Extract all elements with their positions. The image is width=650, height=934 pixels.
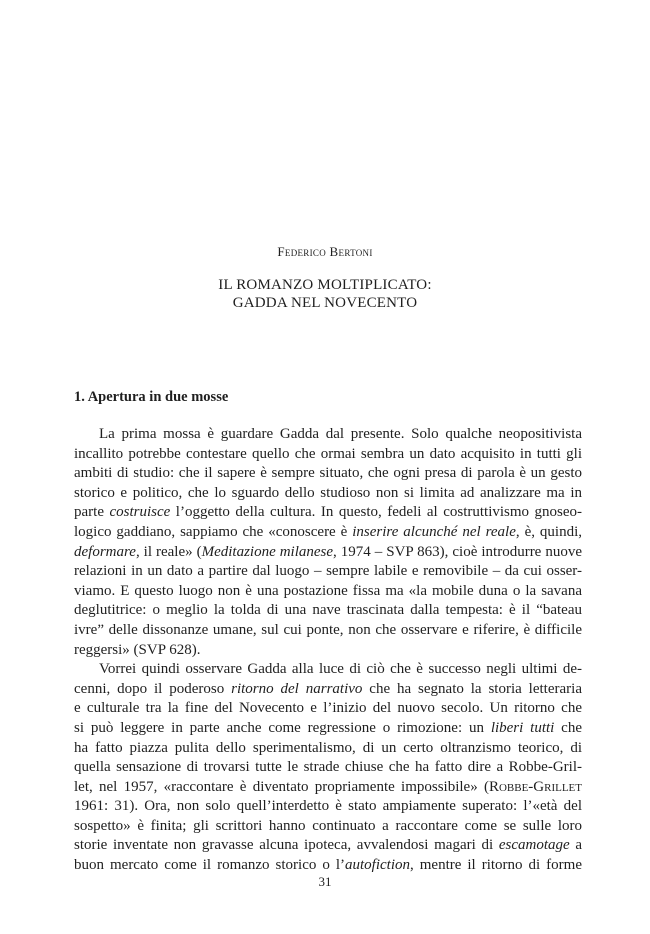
text-line: storico e politico, che lo sguardo dello studioso non si limita ad analizzare ma in (74, 484, 582, 501)
title-line-1: IL ROMANZO MOLTIPLICATO: (218, 277, 432, 293)
text-line: incallito potrebbe contestare quello che ormai sembra un dato acquisito in tutti gli (74, 445, 582, 462)
text-line: reggersi» (SVP 628). (74, 641, 201, 658)
text-run: , è, quindi, (515, 523, 582, 540)
text-run: let, nel 1957, «raccontare è diventato propriamente impossibile» ( (74, 778, 489, 795)
section-heading: 1. Apertura in due mosse (74, 389, 229, 405)
text-line: quella sensazione di trovarsi tutte le strade chiuse che ha fatto dire a Robbe-Gril- (74, 759, 582, 776)
italic-run: deformare (74, 543, 136, 560)
article-title (0, 276, 650, 312)
text-line (74, 543, 582, 563)
italic-run: ritorno del narrativo (231, 680, 363, 697)
text-run: buon mercato come il romanzo storico o l’ (74, 857, 346, 874)
text-run: che ha segnato la storia letteraria (362, 680, 582, 697)
text-line (74, 778, 582, 798)
page-number: 31 (318, 874, 332, 889)
text-line: ha fatto piazza pulita dello sperimentalismo, di un certo oltranzismo teorico, di (74, 739, 582, 756)
text-run: l’oggetto della cultura. In questo, fedeli al costruttivismo gnoseo- (170, 504, 583, 521)
text-run: , il reale» ( (135, 543, 202, 560)
text-run: , mentre il ritorno di forme (410, 857, 582, 874)
text-line: viamo. E questo luogo non è una postazione fissa ma «la mobile duna o la savana (74, 582, 582, 599)
text-run: cenni, dopo il poderoso (74, 680, 232, 697)
italic-run: Meditazione milanese (201, 543, 334, 560)
text-line: e culturale tra la fine del Novecento e l’inizio del nuovo secolo. Un ritorno che (74, 700, 582, 717)
text-run: si può leggere in parte anche come regressione o rimozione: un (74, 719, 491, 736)
text-line: ivre” delle dissonanze umane, sul cui ponte, non che osservare e riferire, è difficile (74, 621, 582, 638)
title-line-2: GADDA NEL NOVECENTO (232, 295, 418, 311)
text-line: 1961: 31). Ora, non solo quell’interdetto è stato ampiamente superato: l’«età del (74, 798, 582, 815)
italic-run: autofiction (345, 857, 411, 874)
text-line (74, 836, 582, 856)
smallcaps-run: Robbe-Grillet (488, 778, 582, 795)
text-line: Vorrei quindi osservare Gadda alla luce di ciò che è successo negli ultimi de- (99, 661, 582, 678)
text-line: deglutitrice: o meglio la tolda di una nave trascinata dalla tempesta: è il “bateau (74, 602, 582, 619)
italic-run: liberi tutti (490, 719, 555, 736)
italic-run: escamotage (498, 837, 570, 854)
text-line: ambiti di studio: che il sapere è sempre situato, che ogni presa di parola è un gesto (74, 465, 582, 482)
text-run: logico gaddiano, sappiamo che «conoscere è (74, 523, 353, 540)
text-run: parte (74, 504, 110, 521)
text-line (74, 503, 582, 523)
author-name: Federico Bertoni (277, 244, 373, 259)
text-line: La prima mossa è guardare Gadda dal presente. Solo qualche neopositivista (99, 426, 582, 442)
text-line (74, 523, 582, 543)
text-run: a (569, 837, 582, 854)
text-run: che (554, 719, 582, 736)
text-run: storie inventate non gravasse alcuna ipoteca, avvalendosi magari di (74, 837, 499, 854)
italic-run: costruisce (109, 504, 171, 521)
text-line: sospetto» è finita; gli scrittori hanno continuato a raccontare come se sulle loro (74, 817, 582, 834)
text-line (74, 680, 582, 700)
text-line (74, 719, 582, 739)
text-run: , 1974 – SVP 863), cioè introdurre nuove (333, 543, 582, 560)
italic-run: inserire alcunché nel reale (352, 523, 516, 540)
text-line (74, 856, 582, 876)
body-text (74, 425, 582, 876)
text-line: relazioni in un dato a partire dal luogo – sempre labile e removibile – da cui osser- (74, 563, 582, 580)
